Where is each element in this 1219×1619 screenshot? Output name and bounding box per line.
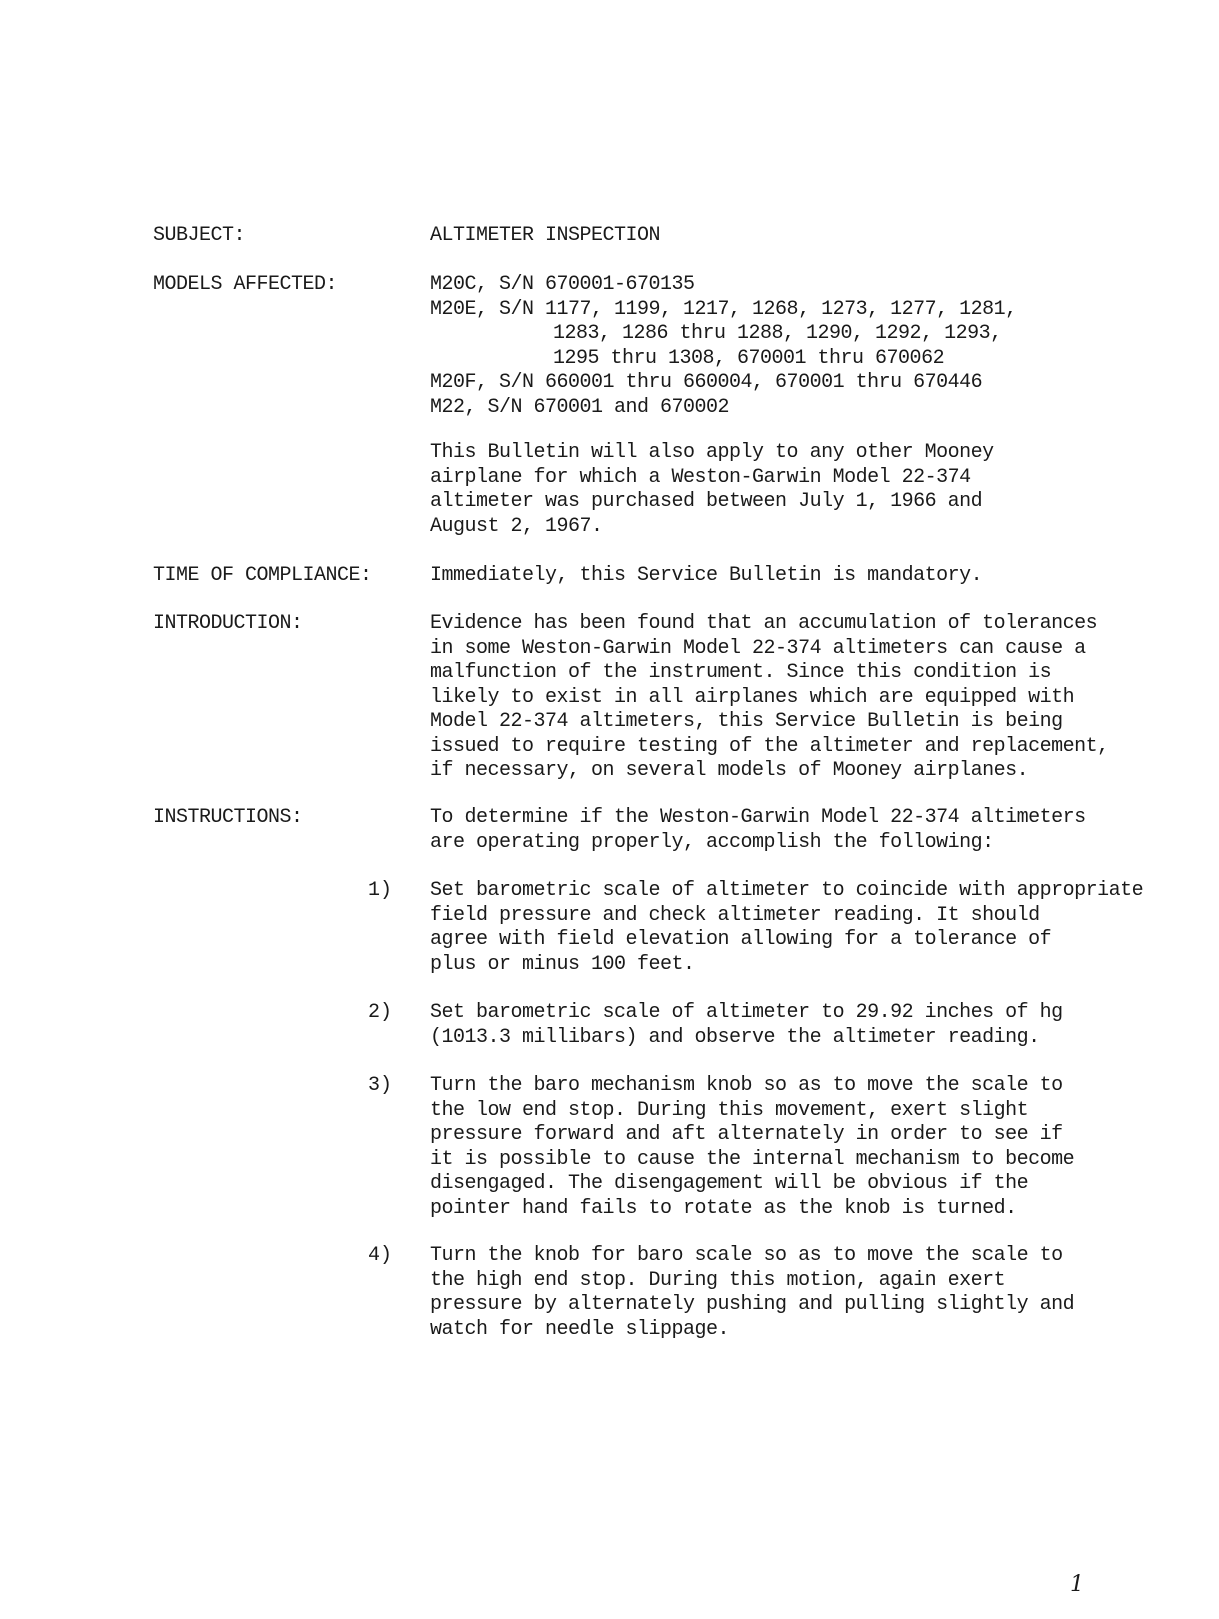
intro-line: likely to exist in all airplanes which are equipped with [430,685,1075,709]
step-line: pointer hand fails to rotate as the knob is turned. [430,1196,1017,1220]
subject-value [430,224,660,249]
models-affected-note [430,441,994,539]
step-1-text [430,879,1143,977]
subject-label: SUBJECT: [153,224,246,247]
models-affected-list [430,273,1017,420]
note-line: airplane for which a Weston-Garwin Model 22-374 [430,465,971,489]
subject-text: ALTIMETER INSPECTION [430,224,661,247]
step-line: the high end stop. During this motion, again exert [430,1268,1006,1292]
intro-line: if necessary, on several models of Mooney airplanes. [430,759,1029,782]
intro-line: issued to require testing of the altimeter and replacement, [430,734,1109,758]
time-of-compliance-value [430,564,982,589]
note-line: altimeter was purchased between July 1, 1966 and [430,490,983,513]
instructions-intro-line: are operating properly, accomplish the following: [430,830,994,854]
note-line: This Bulletin will also apply to any other Mooney [430,441,994,464]
step-line: (1013.3 millibars) and observe the altimeter reading. [430,1025,1040,1049]
models-affected-label: MODELS AFFECTED: [153,273,338,296]
instructions-label: INSTRUCTIONS: [153,806,303,829]
step-line: field pressure and check altimeter reading. It should [430,903,1040,927]
step-number: 1) [368,879,393,902]
step-line: Turn the baro mechanism knob so as to move the scale to [430,1074,1063,1097]
step-line: the low end stop. During this movement, exert slight [430,1098,1029,1122]
models-line: M20F, S/N 660001 thru 660004, 670001 thru 670446 [430,371,983,394]
note-line: August 2, 1967. [430,514,603,538]
introduction-body [430,612,1109,784]
step-line: Set barometric scale of altimeter to 29.92 inches of hg [430,1001,1063,1024]
step-line: Set barometric scale of altimeter to coincide with appropriate [430,879,1144,902]
intro-line: in some Weston-Garwin Model 22-374 altimeters can cause a [430,636,1086,660]
intro-line: Model 22-374 altimeters, this Service Bulletin is being [430,710,1063,733]
step-line: pressure by alternately pushing and pulling slightly and [430,1293,1075,1316]
step-4-text [430,1244,1074,1342]
step-line: it is possible to cause the internal mechanism to become [430,1147,1075,1171]
introduction-label: INTRODUCTION: [153,612,303,635]
intro-line: Evidence has been found that an accumulation of tolerances [430,612,1098,635]
step-line: agree with field elevation allowing for a tolerance of [430,928,1052,951]
instructions-intro [430,806,1086,855]
step-line: Turn the knob for baro scale so as to move the scale to [430,1244,1063,1267]
compliance-text: Immediately, this Service Bulletin is mandatory. [430,564,983,587]
step-number: 4) [368,1244,393,1267]
step-line: watch for needle slippage. [430,1317,730,1341]
page-number: 1 [1070,1572,1084,1597]
step-line: plus or minus 100 feet. [430,952,695,976]
step-2-text [430,1001,1063,1050]
step-number: 2) [368,1001,393,1024]
step-line: disengaged. The disengagement will be obvious if the [430,1172,1029,1195]
step-line: pressure forward and aft alternately in order to see if [430,1123,1063,1146]
step-3-text [430,1074,1074,1221]
step-number: 3) [368,1074,393,1097]
models-line: M22, S/N 670001 and 670002 [430,395,730,419]
instructions-intro-line: To determine if the Weston-Garwin Model 22-374 altimeters [430,806,1086,829]
models-line: 1295 thru 1308, 670001 thru 670062 [553,346,945,370]
intro-line: malfunction of the instrument. Since this condition is [430,661,1052,684]
models-line: M20E, S/N 1177, 1199, 1217, 1268, 1273, 1277, 1281, [430,297,1017,321]
models-line: M20C, S/N 670001-670135 [430,273,695,296]
time-of-compliance-label: TIME OF COMPLIANCE: [153,564,372,587]
models-line: 1283, 1286 thru 1288, 1290, 1292, 1293, [553,322,1002,345]
